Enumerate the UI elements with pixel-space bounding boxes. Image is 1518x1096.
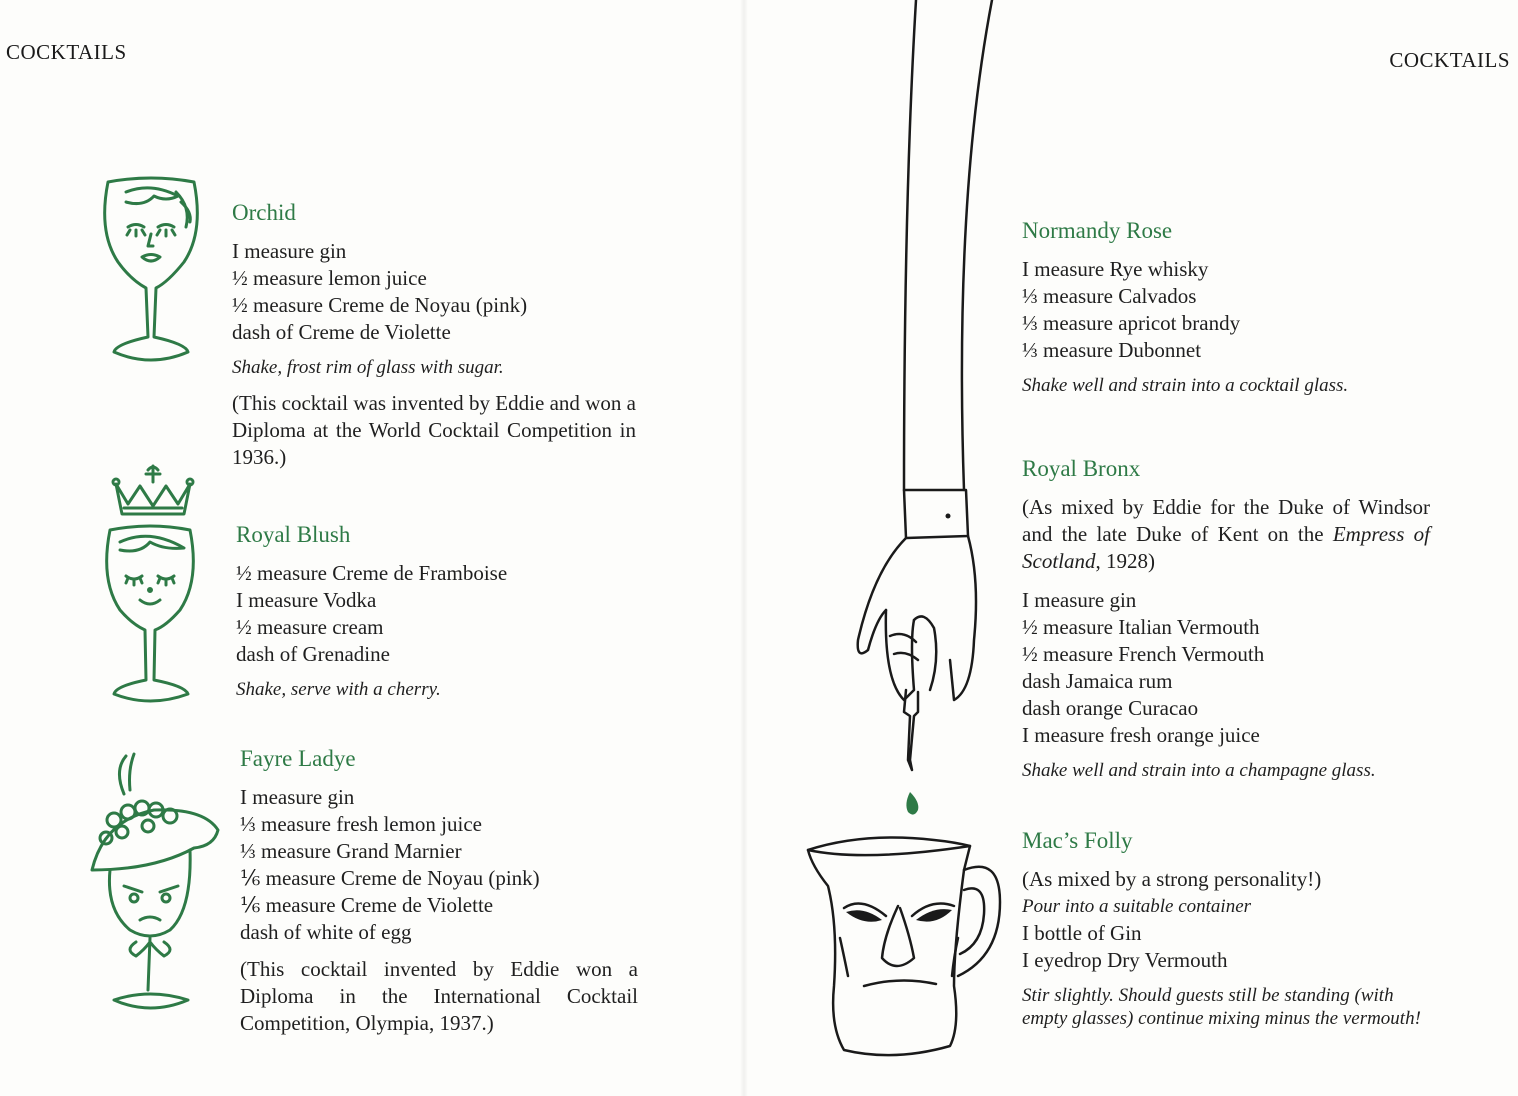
recipe-royal-bronx (1022, 456, 1430, 783)
method: Shake well and strain into a champagne glass. (1022, 760, 1376, 781)
ingredient: dash Jamaica rum (1022, 669, 1173, 693)
arm-dropper-icon (844, 0, 1004, 830)
running-head-left: COCKTAILS (6, 40, 127, 64)
ingredient: ½ measure French Vermouth (1022, 642, 1265, 666)
recipe-macs-folly (1022, 828, 1430, 1030)
recipe-orchid (232, 200, 636, 471)
ingredient: ⅓ measure Dubonnet (1022, 338, 1202, 362)
ingredient: I measure Vodka (236, 588, 377, 612)
ingredient: ⅓ measure Grand Marnier (240, 839, 462, 863)
ingredient: I measure fresh orange juice (1022, 723, 1260, 747)
running-head-right: COCKTAILS (1389, 48, 1510, 72)
left-page (0, 0, 744, 1096)
method: Shake well and strain into a cocktail glass. (1022, 375, 1349, 396)
ingredient: I eyedrop Dry Vermouth (1022, 948, 1228, 972)
ingredient: ⅙ measure Creme de Violette (240, 893, 494, 917)
ingredient: ⅓ measure Calvados (1022, 284, 1197, 308)
ingredient: ⅙ measure Creme de Noyau (pink) (240, 866, 540, 890)
intro-text: (As mixed by Eddie for the Duke of Windsor and the late Duke of Kent on the (1022, 495, 1430, 546)
ingredient: ½ measure Creme de Noyau (pink) (232, 293, 528, 317)
ingredient: ½ measure lemon juice (232, 266, 427, 290)
ingredient: dash of Creme de Violette (232, 320, 451, 344)
ingredient: I measure gin (232, 239, 347, 263)
ingredient: dash of white of egg (240, 920, 412, 944)
right-page (744, 0, 1518, 1096)
intro (1022, 494, 1430, 575)
recipe-fayre-ladye (240, 746, 638, 1037)
recipe-royal-blush (236, 522, 636, 702)
orchid-glass-icon (96, 172, 206, 372)
royal-blush-glass-icon (100, 520, 200, 705)
recipe-title-fayre-ladye: Fayre Ladye (240, 746, 356, 771)
ingredient: ½ measure Italian Vermouth (1022, 615, 1260, 639)
ingredient: ⅓ measure apricot brandy (1022, 311, 1241, 335)
ingredient: ½ measure cream (236, 615, 384, 639)
recipe-title-normandy-rose: Normandy Rose (1022, 218, 1173, 243)
ingredient: I measure gin (240, 785, 355, 809)
instruction: Pour into a suitable container (1022, 896, 1252, 917)
recipe-title-royal-bronx: Royal Bronx (1022, 456, 1141, 481)
intro: (As mixed by a strong personality!) (1022, 867, 1322, 891)
ingredient: dash of Grenadine (236, 642, 390, 666)
recipe-title-orchid: Orchid (232, 200, 296, 225)
method: Shake, frost rim of glass with sugar. (232, 357, 504, 378)
method: Shake, serve with a cherry. (236, 679, 441, 700)
recipe-title-macs-folly: Mac’s Folly (1022, 828, 1133, 853)
jug-face-icon (804, 826, 1004, 1062)
note: (This cocktail was invented by Eddie and won a Diploma at the World Cocktail Competition in 1936.) (232, 391, 636, 469)
recipe-title-royal-blush: Royal Blush (236, 522, 351, 547)
recipe-normandy-rose (1022, 218, 1442, 398)
fayre-ladye-glass-icon (84, 750, 224, 1020)
crown-icon (108, 462, 198, 524)
intro-year: , 1928) (1095, 549, 1155, 573)
ingredient: I measure Rye whisky (1022, 257, 1209, 281)
ingredient: dash orange Curacao (1022, 696, 1199, 720)
ingredient: ⅓ measure fresh lemon juice (240, 812, 482, 836)
method: Stir slightly. Should guests still be standing (with empty glasses) continue mixing minus the vermouth! (1022, 985, 1421, 1029)
note: (This cocktail invented by Eddie won a Diploma in the International Cocktail Competition, Olympia, 1937.) (240, 957, 638, 1035)
ingredient: I bottle of Gin (1022, 921, 1142, 945)
ingredient: ½ measure Creme de Framboise (236, 561, 508, 585)
ship-name: Empress of Scotland (1022, 522, 1430, 573)
ingredient: I measure gin (1022, 588, 1137, 612)
